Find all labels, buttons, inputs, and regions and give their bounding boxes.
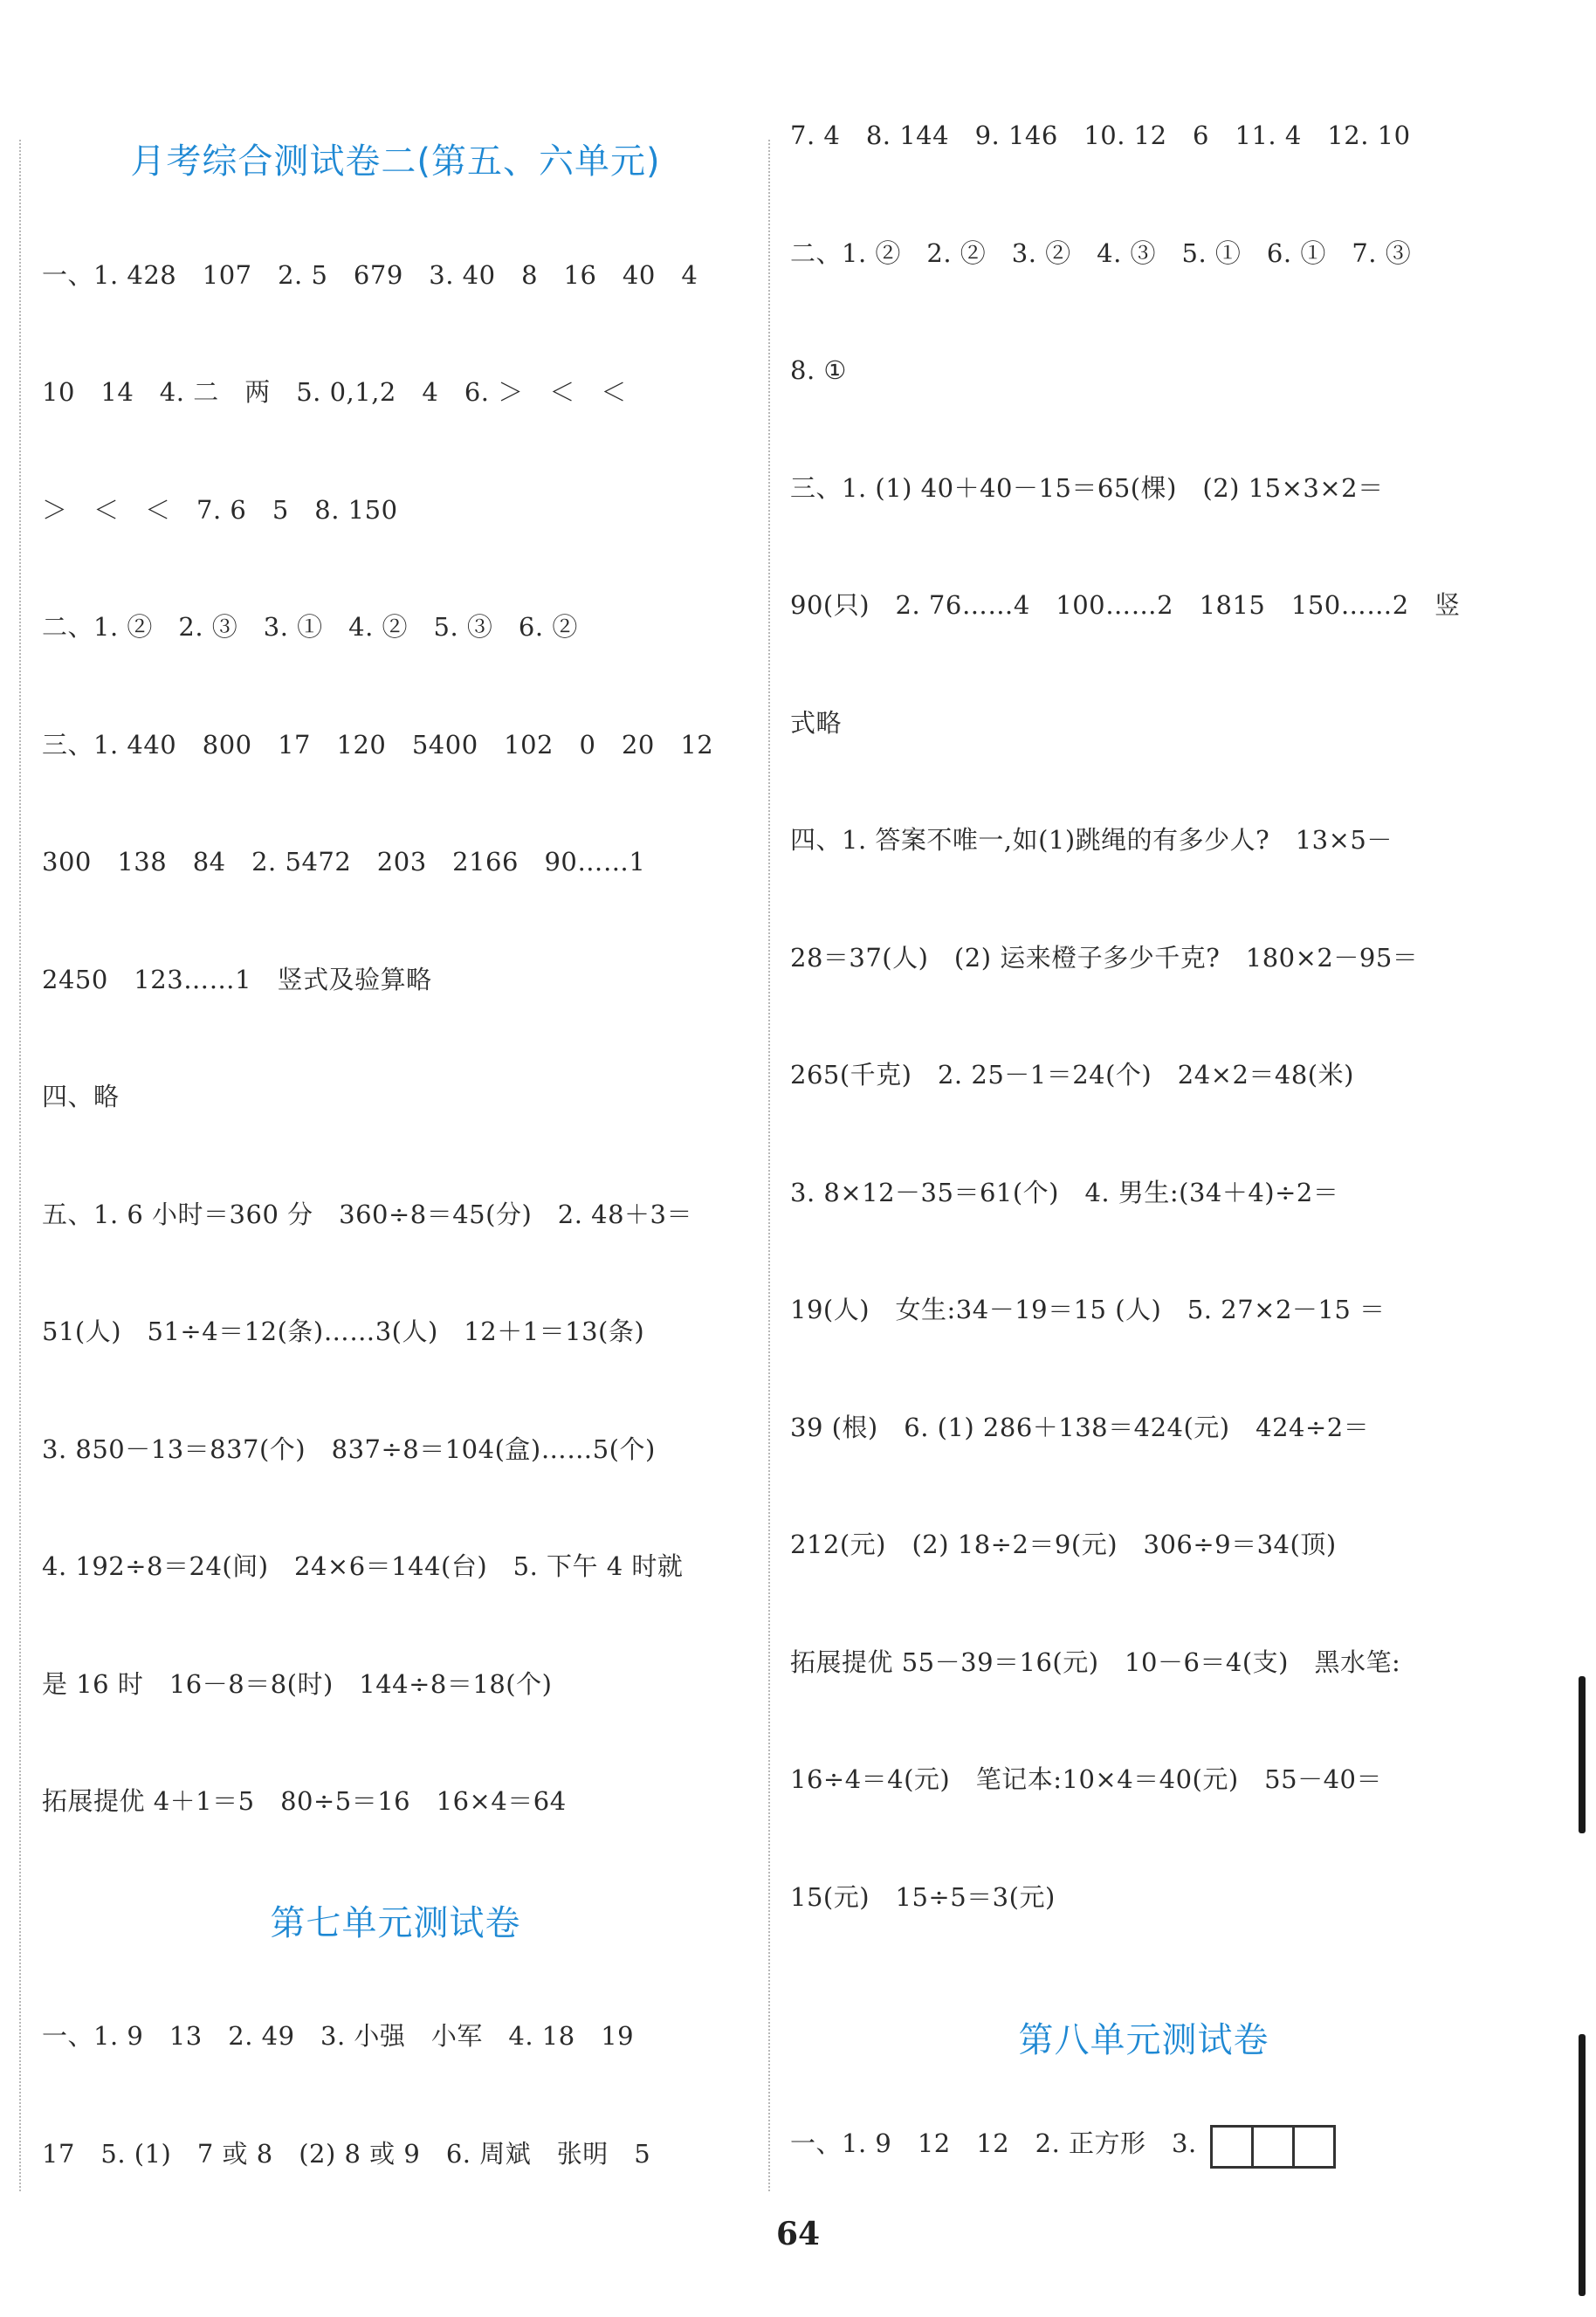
column-divider [768, 140, 770, 2191]
three-square-boxes-figure [1213, 2106, 1336, 2184]
answer-line: 4. 192÷8＝24(间) 24×6＝144(台) 5. 下午 4 时就 [42, 1551, 684, 1581]
answer-line: 300 138 84 2. 5472 203 2166 90……1 [42, 847, 646, 877]
answer-line: 二、1. ② 2. ③ 3. ① 4. ② 5. ③ 6. ② [42, 612, 578, 642]
answer-line: 三、1. (1) 40＋40－15＝65(棵) (2) 15×3×2＝ [790, 472, 1384, 503]
answer-line: 拓展提优 4＋1＝5 80÷5＝16 16×4＝64 [42, 1786, 567, 1816]
answer-line: 一、1. 9 13 2. 49 3. 小强 小军 4. 18 19 [42, 2021, 635, 2051]
scan-edge-mark [1579, 1676, 1586, 1833]
answer-line: 17 5. (1) 7 或 8 (2) 8 或 9 6. 周斌 张明 5 [42, 2138, 651, 2169]
answer-line: 51(人) 51÷4＝12(条)……3(人) 12＋1＝13(条) [42, 1317, 645, 1346]
answer-line: 3. 850－13＝837(个) 837÷8＝104(盒)……5(个) [42, 1434, 656, 1464]
answer-line: 39 (根) 6. (1) 286＋138＝424(元) 424÷2＝ [790, 1412, 1370, 1442]
answer-line: 19(人) 女生:34－19＝15 (人) 5. 27×2－15 ＝ [790, 1295, 1386, 1324]
square-box [1251, 2125, 1295, 2169]
answer-line: 3. 8×12－35＝61(个) 4. 男生:(34＋4)÷2＝ [790, 1177, 1339, 1207]
answer-line: 90(只) 2. 76……4 100……2 1815 150……2 竖 [790, 590, 1461, 620]
left-column [42, 118, 749, 2231]
left-answer-lines [42, 236, 749, 1880]
page-number: 64 [775, 2216, 821, 2252]
square-box [1210, 2125, 1254, 2169]
answer-line: 10 14 4. 二 两 5. 0,1,2 4 6. ＞ ＜ ＜ [42, 377, 627, 407]
answer-line: ＞ ＜ ＜ 7. 6 5 8. 150 [42, 494, 398, 525]
answer-line: 二、1. ② 2. ② 3. ② 4. ③ 5. ① 6. ① 7. ③ [790, 237, 1412, 268]
left-margin-divider [19, 140, 21, 2191]
exam-title-month-test-2: 月考综合测试卷二(第五、六单元) [130, 141, 661, 182]
answer-line: 2450 123……1 竖式及验算略 [42, 964, 432, 994]
answer-line: 15(元) 15÷5＝3(元) [790, 1881, 1056, 1912]
answer-line: 7. 4 8. 144 9. 146 10. 12 6 11. 4 12. 10 [790, 120, 1411, 150]
scan-edge-mark [1579, 2034, 1586, 2296]
answer-line: 212(元) (2) 18÷2＝9(元) 306÷9＝34(顶) [790, 1530, 1337, 1559]
answer-line: 是 16 时 16－8＝8(时) 144÷8＝18(个) [42, 1668, 553, 1699]
exam-title-unit-7: 第七单元测试卷 [270, 1902, 521, 1943]
answer-line: 一、1. 428 107 2. 5 679 3. 40 8 16 40 4 [42, 259, 698, 290]
answer-line: 式略 [790, 707, 843, 738]
answer-line: 四、1. 答案不唯一,如(1)跳绳的有多少人? 13×5－ [790, 825, 1393, 855]
answer-line: 拓展提优 55－39＝16(元) 10－6＝4(支) 黑水笔: [790, 1647, 1401, 1677]
square-box [1292, 2125, 1336, 2169]
answer-line: 28＝37(人) (2) 运来橙子多少千克? 180×2－95＝ [790, 942, 1419, 973]
exam-title-unit-8: 第八单元测试卷 [1018, 2020, 1269, 2060]
answer-line: 五、1. 6 小时＝360 分 360÷8＝45(分) 2. 48＋3＝ [42, 1199, 692, 1229]
answer-line: 三、1. 440 800 17 120 5400 102 0 20 12 [42, 729, 714, 760]
answer-line: 四、略 [42, 1082, 120, 1111]
answer-line: 265(千克) 2. 25－1＝24(个) 24×2＝48(米) [790, 1060, 1354, 1090]
right-column [790, 96, 1497, 2222]
right-answer-lines [790, 96, 1497, 1975]
answer-line-with-boxes [790, 2104, 1497, 2222]
answer-line: 8. ① [790, 355, 847, 385]
answer-line-text: 一、1. 9 12 12 2. 正方形 3. [790, 2128, 1197, 2158]
answer-line: 16÷4＝4(元) 笔记本:10×4＝40(元) 55－40＝ [790, 1764, 1382, 1794]
